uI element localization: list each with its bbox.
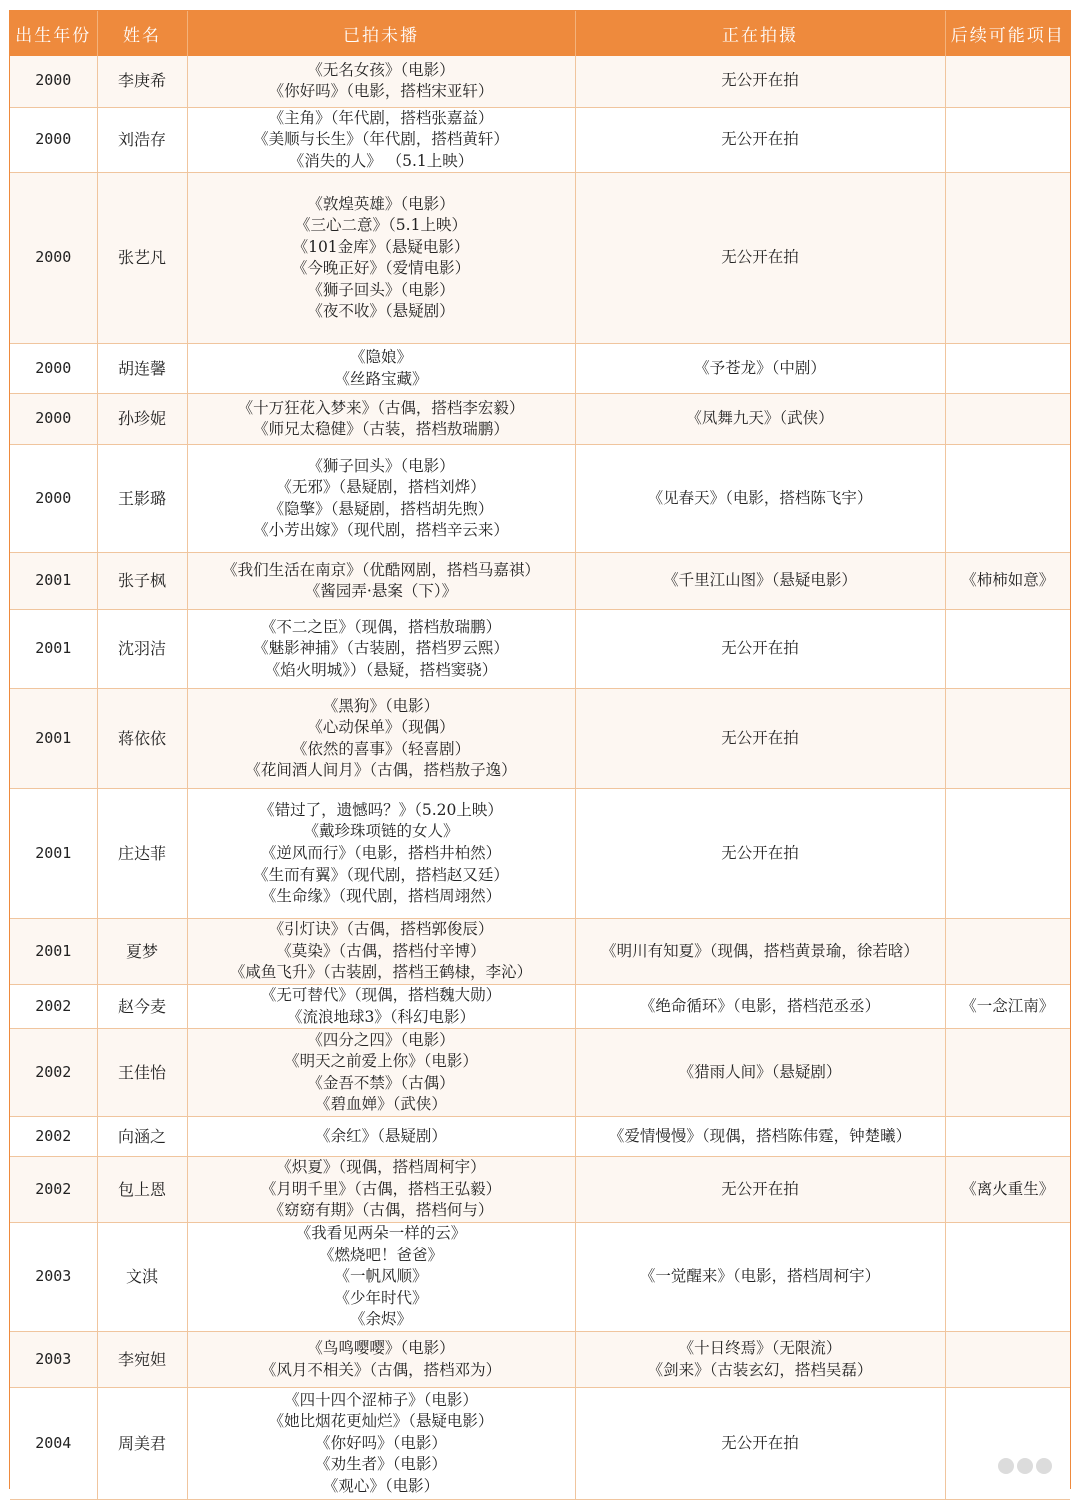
cell-name: 刘浩存 — [97, 107, 187, 173]
cell-unaired — [187, 1388, 575, 1500]
filming-item: 《一觉醒来》（电影，搭档周柯宇） — [639, 1267, 881, 1286]
unaired-item: 《炽夏》（现偶，搭档周柯宇） — [276, 1158, 486, 1177]
unaired-item: 《你好吗》（电影，搭档宋亚轩） — [268, 82, 494, 101]
cell-unaired — [187, 56, 575, 107]
filming-item: 无公开在拍 — [721, 130, 799, 149]
cell-filming — [575, 1157, 945, 1223]
cell-birth-year: 2000 — [10, 56, 97, 107]
unaired-item: 《逆风而行》（电影，搭档井柏然） — [260, 843, 502, 862]
unaired-item: 《主角》（年代剧，搭档张嘉益） — [268, 108, 494, 127]
unaired-item: 《你好吗》（电影） — [315, 1433, 447, 1452]
header-birth-year: 出生年份 — [10, 11, 97, 56]
cell-birth-year: 2000 — [10, 445, 97, 553]
unaired-item: 《引灯诀》（古偶，搭档郭俊辰） — [268, 920, 494, 939]
unaired-item: 《四分之四》（电影） — [307, 1030, 455, 1049]
cell-name: 赵今麦 — [97, 985, 187, 1029]
unaired-item: 《她比烟花更灿烂》（悬疑电影） — [268, 1412, 494, 1431]
header-future: 后续可能项目 — [945, 11, 1070, 56]
cell-filming — [575, 1117, 945, 1157]
unaired-item: 《焰火明城》）（悬疑，搭档窦骁） — [264, 661, 498, 680]
cell-filming — [575, 173, 945, 344]
unaired-item: 《余红》（悬疑剧） — [315, 1126, 447, 1145]
cell-name: 孙珍妮 — [97, 394, 187, 445]
table-row — [10, 107, 1070, 173]
cell-birth-year: 2003 — [10, 1223, 97, 1332]
unaired-item: 《无邪》（悬疑剧，搭档刘烨） — [276, 478, 486, 497]
unaired-item: 《隐娘》 — [349, 348, 412, 367]
cell-birth-year: 2000 — [10, 344, 97, 394]
cell-future — [945, 56, 1070, 107]
cell-birth-year: 2003 — [10, 1332, 97, 1388]
cell-unaired — [187, 1117, 575, 1157]
table-row — [10, 1223, 1070, 1332]
filming-item: 《绝命循环》（电影，搭档范丞丞） — [639, 996, 881, 1015]
cell-unaired — [187, 1223, 575, 1332]
unaired-item: 《咸鱼飞升》（古装剧，搭档王鹤棣，李沁） — [229, 963, 533, 982]
table-row — [10, 985, 1070, 1029]
cell-birth-year: 2002 — [10, 1029, 97, 1117]
cell-birth-year: 2002 — [10, 985, 97, 1029]
unaired-item: 《不二之臣》（现偶，搭档敖瑞鹏） — [260, 617, 502, 636]
filming-item: 无公开在拍 — [721, 71, 799, 90]
unaired-item: 《燃烧吧！爸爸》 — [318, 1245, 443, 1264]
cell-birth-year: 2002 — [10, 1117, 97, 1157]
header-filming: 正在拍摄 — [575, 11, 945, 56]
cell-filming — [575, 344, 945, 394]
cell-unaired — [187, 919, 575, 985]
unaired-item: 《我们生活在南京》（优酷网剧，搭档马嘉祺） — [222, 560, 540, 579]
table-row — [10, 56, 1070, 107]
unaired-item: 《戴珍珠项链的女人》 — [303, 822, 459, 841]
cell-name: 蒋依依 — [97, 689, 187, 789]
cell-filming — [575, 553, 945, 610]
unaired-item: 《生命缘》（现代剧，搭档周翊然） — [260, 887, 502, 906]
unaired-item: 《四十四个涩柿子》（电影） — [284, 1390, 478, 1409]
cell-unaired — [187, 445, 575, 553]
filming-item: 《见春天》（电影，搭档陈飞宇） — [647, 488, 873, 507]
unaired-item: 《莫染》（古偶，搭档付辛博） — [276, 941, 486, 960]
cell-filming — [575, 394, 945, 445]
filming-item: 无公开在拍 — [721, 843, 799, 862]
cell-name: 庄达菲 — [97, 789, 187, 919]
unaired-item: 《魅影神捕》（古装剧，搭档罗云熙） — [253, 639, 509, 658]
filming-item: 无公开在拍 — [721, 1433, 799, 1452]
cell-filming — [575, 1223, 945, 1332]
table-frame — [9, 10, 1071, 1495]
table-body — [10, 56, 1070, 1500]
filming-item: 《剑来》（古装玄幻，搭档吴磊） — [647, 1360, 873, 1379]
cell-name: 沈羽洁 — [97, 610, 187, 689]
header-name: 姓名 — [97, 11, 187, 56]
unaired-item: 《酱园弄·悬案（下）》 — [304, 582, 458, 601]
cell-future: 《柿柿如意》 — [945, 553, 1070, 610]
cell-filming — [575, 56, 945, 107]
table-row — [10, 394, 1070, 445]
table-row — [10, 344, 1070, 394]
cell-future — [945, 789, 1070, 919]
unaired-item: 《窈窈有期》（古偶，搭档何与） — [268, 1201, 494, 1220]
filming-item: 《予苍龙》（中剧） — [694, 358, 826, 377]
cell-birth-year: 2001 — [10, 689, 97, 789]
cell-name: 王佳怡 — [97, 1029, 187, 1117]
unaired-item: 《流浪地球3》（科幻电影） — [286, 1007, 476, 1026]
cell-future — [945, 445, 1070, 553]
cell-unaired — [187, 789, 575, 919]
cell-filming — [575, 445, 945, 553]
cell-birth-year: 2001 — [10, 553, 97, 610]
cell-name: 李宛妲 — [97, 1332, 187, 1388]
unaired-item: 《鸟鸣嘤嘤》（电影） — [307, 1338, 455, 1357]
cell-unaired — [187, 553, 575, 610]
unaired-item: 《风月不相关》（古偶，搭档邓为） — [260, 1360, 502, 1379]
table-row — [10, 919, 1070, 985]
unaired-item: 《狮子回头》（电影） — [307, 280, 455, 299]
cell-birth-year: 2001 — [10, 610, 97, 689]
table-row — [10, 1029, 1070, 1117]
unaired-item: 《我看见两朵一样的云》 — [295, 1224, 467, 1243]
cell-future — [945, 1388, 1070, 1500]
unaired-item: 《一帆风顺》 — [334, 1267, 428, 1286]
table-row — [10, 1332, 1070, 1388]
weibo-more-dots-icon — [998, 1458, 1052, 1474]
cell-filming — [575, 985, 945, 1029]
unaired-item: 《今晚正好》（爱情电影） — [291, 259, 471, 278]
unaired-item: 《碧血婵》（武侠） — [315, 1095, 447, 1114]
table-row — [10, 553, 1070, 610]
unaired-item: 《依然的喜事》（轻喜剧） — [291, 739, 471, 758]
filming-item: 无公开在拍 — [721, 248, 799, 267]
unaired-item: 《少年时代》 — [334, 1288, 428, 1307]
cell-birth-year: 2001 — [10, 919, 97, 985]
cell-filming — [575, 1388, 945, 1500]
cell-birth-year: 2000 — [10, 394, 97, 445]
unaired-item: 《夜不收》（悬疑剧） — [307, 302, 455, 321]
cell-unaired — [187, 1157, 575, 1223]
cell-future — [945, 1117, 1070, 1157]
cell-filming — [575, 610, 945, 689]
cell-future — [945, 173, 1070, 344]
table-row — [10, 610, 1070, 689]
cell-unaired — [187, 689, 575, 789]
unaired-item: 《十万狂花入梦来》（古偶，搭档李宏毅） — [237, 398, 525, 417]
cell-name: 包上恩 — [97, 1157, 187, 1223]
cell-future — [945, 344, 1070, 394]
filming-item: 《明川有知夏》（现偶，搭档黄景瑜，徐若晗） — [601, 941, 919, 960]
unaired-item: 《无名女孩》（电影） — [307, 60, 455, 79]
cell-unaired — [187, 985, 575, 1029]
unaired-item: 《生而有翼》（现代剧，搭档赵又廷） — [253, 865, 509, 884]
filming-item: 《十日终焉》（无限流） — [678, 1338, 842, 1357]
cell-name: 周美君 — [97, 1388, 187, 1500]
cell-name: 向涵之 — [97, 1117, 187, 1157]
cell-future: 《一念江南》 — [945, 985, 1070, 1029]
cell-future — [945, 919, 1070, 985]
table-row — [10, 445, 1070, 553]
unaired-item: 《敦煌英雄》（电影） — [307, 194, 455, 213]
table-header-row — [10, 11, 1070, 56]
cell-filming — [575, 919, 945, 985]
cell-future — [945, 1029, 1070, 1117]
unaired-item: 《无可替代》（现偶，搭档魏大勋） — [260, 986, 502, 1005]
cell-name: 夏梦 — [97, 919, 187, 985]
unaired-item: 《明天之前爱上你》（电影） — [284, 1052, 478, 1071]
table-row — [10, 173, 1070, 344]
table-row — [10, 1388, 1070, 1500]
filming-item: 《千里江山图》（悬疑电影） — [663, 571, 857, 590]
table-row — [10, 1157, 1070, 1223]
unaired-item: 《余烬》 — [349, 1310, 412, 1329]
cell-filming — [575, 1029, 945, 1117]
unaired-item: 《101金库》（悬疑电影） — [292, 237, 470, 256]
filming-item: 《猎雨人间》（悬疑剧） — [678, 1062, 842, 1081]
unaired-item: 《心动保单》（现偶） — [307, 718, 455, 737]
unaired-item: 《黑狗》（电影） — [322, 696, 440, 715]
unaired-item: 《三心二意》（5.1上映） — [295, 216, 467, 235]
cell-filming — [575, 689, 945, 789]
cell-future — [945, 610, 1070, 689]
cell-filming — [575, 1332, 945, 1388]
cell-future — [945, 107, 1070, 173]
filming-item: 无公开在拍 — [721, 639, 799, 658]
filming-item: 《爱情慢慢》（现偶，搭档陈伟霆，钟楚曦） — [608, 1126, 912, 1145]
cell-name: 文淇 — [97, 1223, 187, 1332]
unaired-item: 《小芳出嫁》（现代剧，搭档辛云来） — [253, 521, 509, 540]
unaired-item: 《花间酒人间月》（古偶，搭档敖子逸） — [245, 761, 517, 780]
cell-name: 张艺凡 — [97, 173, 187, 344]
table-row — [10, 789, 1070, 919]
unaired-item: 《师兄太稳健》（古装，搭档敖瑞鹏） — [253, 420, 509, 439]
cell-unaired — [187, 1029, 575, 1117]
cell-name: 王影璐 — [97, 445, 187, 553]
unaired-item: 《金吾不禁》（古偶） — [307, 1073, 455, 1092]
table-row — [10, 689, 1070, 789]
unaired-item: 《隐擎》（悬疑剧，搭档胡先煦） — [268, 499, 494, 518]
filming-item: 无公开在拍 — [721, 1179, 799, 1198]
cell-unaired — [187, 107, 575, 173]
cell-future — [945, 689, 1070, 789]
unaired-item: 《狮子回头》（电影） — [307, 456, 455, 475]
cell-future: 《离火重生》 — [945, 1157, 1070, 1223]
cell-unaired — [187, 1332, 575, 1388]
actress-project-table — [10, 11, 1070, 1500]
cell-unaired — [187, 344, 575, 394]
unaired-item: 《观心》（电影） — [322, 1476, 440, 1495]
unaired-item: 《美顺与长生》（年代剧，搭档黄轩） — [253, 130, 509, 149]
table-row — [10, 1117, 1070, 1157]
cell-unaired — [187, 173, 575, 344]
unaired-item: 《劝生者》（电影） — [315, 1455, 447, 1474]
cell-birth-year: 2000 — [10, 173, 97, 344]
filming-item: 《凤舞九天》（武侠） — [686, 409, 834, 428]
cell-birth-year: 2002 — [10, 1157, 97, 1223]
cell-birth-year: 2001 — [10, 789, 97, 919]
cell-filming — [575, 107, 945, 173]
header-unaired: 已拍未播 — [187, 11, 575, 56]
cell-name: 胡连馨 — [97, 344, 187, 394]
cell-unaired — [187, 610, 575, 689]
unaired-item: 《消失的人》 （5.1上映） — [288, 151, 474, 170]
unaired-item: 《丝路宝藏》 — [334, 369, 428, 388]
cell-birth-year: 2000 — [10, 107, 97, 173]
filming-item: 无公开在拍 — [721, 728, 799, 747]
cell-unaired — [187, 394, 575, 445]
cell-name: 李庚希 — [97, 56, 187, 107]
cell-name: 张子枫 — [97, 553, 187, 610]
unaired-item: 《月明千里》（古偶，搭档王弘毅） — [260, 1179, 502, 1198]
cell-birth-year: 2004 — [10, 1388, 97, 1500]
cell-future — [945, 394, 1070, 445]
cell-filming — [575, 789, 945, 919]
cell-future — [945, 1223, 1070, 1332]
cell-future — [945, 1332, 1070, 1388]
unaired-item: 《错过了，遗憾吗？》（5.20上映） — [259, 800, 503, 819]
